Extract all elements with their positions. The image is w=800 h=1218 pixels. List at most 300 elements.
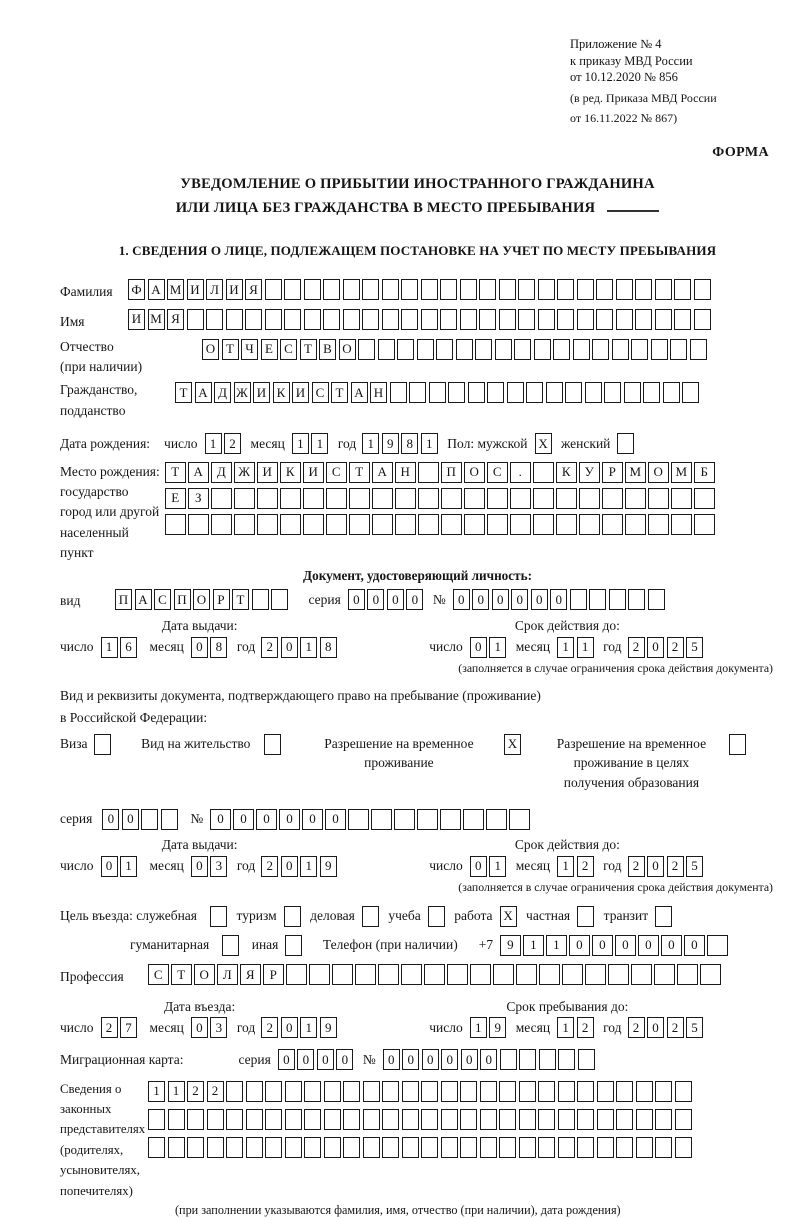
birth-place-char-cell[interactable] [579,514,600,535]
char-cell[interactable]: 2 [667,856,684,877]
doc-series-cell[interactable]: 0 [387,589,404,610]
birth-month-cell[interactable]: 1 [311,433,328,454]
patronymic-char-cell[interactable]: Ч [241,339,258,360]
birth-place-char-cell[interactable] [188,514,209,535]
representative-char-cell[interactable] [499,1137,516,1158]
representative-char-cell[interactable] [519,1137,536,1158]
representative-char-cell[interactable] [304,1081,321,1102]
migration-number-cell[interactable] [539,1049,556,1070]
name-char-cell[interactable]: М [148,309,165,330]
name-char-cell[interactable] [460,309,477,330]
name-char-cell[interactable] [226,309,243,330]
doc-kind-char-cell[interactable] [252,589,269,610]
representative-char-cell[interactable] [363,1081,380,1102]
surname-char-cell[interactable] [655,279,672,300]
birth-month-cell[interactable]: 1 [292,433,309,454]
surname-char-cell[interactable] [421,279,438,300]
profession-char-cell[interactable]: Т [171,964,192,985]
char-cell[interactable]: 1 [577,637,594,658]
surname-char-cell[interactable] [577,279,594,300]
char-cell[interactable]: 9 [320,1017,337,1038]
migration-number-cell[interactable] [500,1049,517,1070]
birth-place-char-cell[interactable] [487,514,508,535]
citizenship-char-cell[interactable] [507,382,524,403]
representative-char-cell[interactable] [402,1137,419,1158]
representative-char-cell[interactable] [460,1109,477,1130]
phone-digit-cell[interactable]: 1 [523,935,544,956]
birth-place-char-cell[interactable] [211,488,232,509]
patronymic-char-cell[interactable] [358,339,375,360]
birth-place-char-cell[interactable]: У [579,462,600,483]
phone-digit-cell[interactable]: 1 [546,935,567,956]
birth-place-char-cell[interactable] [418,514,439,535]
birth-place-char-cell[interactable] [395,488,416,509]
profession-char-cell[interactable]: Р [263,964,284,985]
char-cell[interactable]: 0 [101,856,118,877]
name-char-cell[interactable] [401,309,418,330]
profession-char-cell[interactable] [700,964,721,985]
name-char-cell[interactable] [362,309,379,330]
residence-permit-checkbox-cell[interactable] [264,734,281,755]
representative-char-cell[interactable] [499,1081,516,1102]
citizenship-char-cell[interactable]: Ж [234,382,251,403]
char-cell[interactable]: 1 [101,637,118,658]
profession-char-cell[interactable] [654,964,675,985]
char-cell[interactable]: 2 [101,1017,118,1038]
birth-place-char-cell[interactable] [418,488,439,509]
doc-number-cell[interactable]: 0 [453,589,470,610]
doc-series-cell[interactable]: 0 [367,589,384,610]
birth-place-char-cell[interactable] [280,488,301,509]
char-cell[interactable]: 9 [489,1017,506,1038]
representative-char-cell[interactable] [265,1081,282,1102]
surname-char-cell[interactable] [674,279,691,300]
char-cell[interactable]: 1 [470,1017,487,1038]
name-char-cell[interactable] [382,309,399,330]
representative-char-cell[interactable] [343,1109,360,1130]
representative-char-cell[interactable] [441,1109,458,1130]
birth-place-char-cell[interactable] [556,488,577,509]
male-checkbox-cell[interactable]: X [535,433,552,454]
surname-char-cell[interactable] [382,279,399,300]
birth-place-char-cell[interactable] [533,488,554,509]
name-char-cell[interactable] [265,309,282,330]
representative-char-cell[interactable] [363,1109,380,1130]
migration-series-cell[interactable]: 0 [336,1049,353,1070]
birth-place-char-cell[interactable]: А [188,462,209,483]
birth-place-char-cell[interactable]: Б [694,462,715,483]
birth-place-char-cell[interactable] [602,514,623,535]
profession-char-cell[interactable] [378,964,399,985]
name-char-cell[interactable]: Я [167,309,184,330]
citizenship-char-cell[interactable]: К [273,382,290,403]
phone-digit-cell[interactable]: 0 [638,935,659,956]
representative-char-cell[interactable] [558,1137,575,1158]
name-char-cell[interactable] [284,309,301,330]
birth-place-char-cell[interactable]: Н [395,462,416,483]
birth-place-char-cell[interactable]: П [441,462,462,483]
patronymic-char-cell[interactable]: С [280,339,297,360]
char-cell[interactable]: 3 [210,856,227,877]
migration-number-cell[interactable] [519,1049,536,1070]
name-char-cell[interactable] [557,309,574,330]
surname-char-cell[interactable] [265,279,282,300]
representative-char-cell[interactable] [460,1081,477,1102]
birth-day-cell[interactable]: 2 [224,433,241,454]
birth-place-char-cell[interactable] [326,514,347,535]
phone-digit-cell[interactable]: 0 [684,935,705,956]
representative-char-cell[interactable] [148,1109,165,1130]
representative-char-cell[interactable] [187,1109,204,1130]
representative-char-cell[interactable] [538,1137,555,1158]
surname-char-cell[interactable]: И [226,279,243,300]
birth-place-char-cell[interactable]: М [671,462,692,483]
profession-char-cell[interactable] [332,964,353,985]
representative-char-cell[interactable] [441,1081,458,1102]
birth-place-char-cell[interactable]: И [257,462,278,483]
representative-char-cell[interactable] [148,1137,165,1158]
surname-char-cell[interactable] [284,279,301,300]
migration-number-cell[interactable]: 0 [383,1049,400,1070]
char-cell[interactable]: 0 [647,637,664,658]
char-cell[interactable]: 6 [120,637,137,658]
birth-place-char-cell[interactable]: С [487,462,508,483]
char-cell[interactable]: 2 [667,1017,684,1038]
purpose-transit-checkbox-cell[interactable] [655,906,672,927]
citizenship-char-cell[interactable]: И [292,382,309,403]
birth-place-char-cell[interactable] [648,488,669,509]
representative-char-cell[interactable] [655,1081,672,1102]
profession-char-cell[interactable] [470,964,491,985]
migration-number-cell[interactable]: 0 [422,1049,439,1070]
purpose-tourism-checkbox-cell[interactable] [284,906,301,927]
char-cell[interactable]: 9 [320,856,337,877]
migration-number-cell[interactable]: 0 [441,1049,458,1070]
patronymic-char-cell[interactable] [378,339,395,360]
phone-digit-cell[interactable] [707,935,728,956]
representative-char-cell[interactable] [402,1109,419,1130]
char-cell[interactable]: 2 [261,637,278,658]
birth-place-char-cell[interactable]: Р [602,462,623,483]
citizenship-char-cell[interactable] [526,382,543,403]
char-cell[interactable]: 0 [281,856,298,877]
char-cell[interactable]: 8 [320,637,337,658]
birth-place-char-cell[interactable]: Е [165,488,186,509]
patronymic-char-cell[interactable] [573,339,590,360]
surname-char-cell[interactable] [343,279,360,300]
profession-char-cell[interactable] [447,964,468,985]
birth-place-char-cell[interactable]: . [510,462,531,483]
doc-number-cell[interactable]: 0 [472,589,489,610]
surname-char-cell[interactable] [460,279,477,300]
migration-number-cell[interactable]: 0 [461,1049,478,1070]
residence-number-cell[interactable] [486,809,507,830]
char-cell[interactable]: 1 [300,1017,317,1038]
char-cell[interactable]: 8 [210,637,227,658]
migration-series-cell[interactable]: 0 [317,1049,334,1070]
patronymic-char-cell[interactable]: О [202,339,219,360]
patronymic-char-cell[interactable] [436,339,453,360]
representative-char-cell[interactable] [675,1137,692,1158]
profession-char-cell[interactable]: Я [240,964,261,985]
surname-char-cell[interactable] [596,279,613,300]
name-char-cell[interactable] [323,309,340,330]
representative-char-cell[interactable] [480,1137,497,1158]
representative-char-cell[interactable] [324,1081,341,1102]
patronymic-char-cell[interactable]: Е [261,339,278,360]
profession-char-cell[interactable] [516,964,537,985]
representative-char-cell[interactable] [421,1137,438,1158]
doc-series-cell[interactable]: 0 [406,589,423,610]
phone-digit-cell[interactable]: 0 [592,935,613,956]
doc-kind-char-cell[interactable]: Р [213,589,230,610]
surname-char-cell[interactable]: А [148,279,165,300]
birth-place-char-cell[interactable]: А [372,462,393,483]
representative-char-cell[interactable] [597,1137,614,1158]
profession-char-cell[interactable]: О [194,964,215,985]
representative-char-cell[interactable] [675,1109,692,1130]
residence-number-cell[interactable] [463,809,484,830]
phone-digit-cell[interactable]: 9 [500,935,521,956]
surname-char-cell[interactable] [616,279,633,300]
female-checkbox-cell[interactable] [617,433,634,454]
profession-char-cell[interactable] [309,964,330,985]
birth-place-char-cell[interactable] [372,488,393,509]
representative-char-cell[interactable]: 2 [207,1081,224,1102]
doc-number-cell[interactable] [648,589,665,610]
representative-char-cell[interactable] [441,1137,458,1158]
birth-place-char-cell[interactable]: З [188,488,209,509]
birth-place-char-cell[interactable] [579,488,600,509]
birth-place-char-cell[interactable] [326,488,347,509]
patronymic-char-cell[interactable] [534,339,551,360]
residence-number-cell[interactable] [440,809,461,830]
representative-char-cell[interactable] [168,1109,185,1130]
representative-char-cell[interactable] [226,1137,243,1158]
residence-number-cell[interactable]: 0 [302,809,323,830]
citizenship-char-cell[interactable] [604,382,621,403]
name-char-cell[interactable]: И [128,309,145,330]
birth-place-char-cell[interactable]: К [556,462,577,483]
representative-char-cell[interactable] [480,1109,497,1130]
representative-char-cell[interactable] [577,1081,594,1102]
representative-char-cell[interactable] [597,1109,614,1130]
profession-char-cell[interactable] [401,964,422,985]
char-cell[interactable]: 3 [210,1017,227,1038]
doc-number-cell[interactable]: 0 [511,589,528,610]
char-cell[interactable]: 2 [628,856,645,877]
representative-char-cell[interactable] [226,1081,243,1102]
profession-char-cell[interactable] [631,964,652,985]
birth-place-char-cell[interactable] [441,514,462,535]
name-char-cell[interactable] [499,309,516,330]
birth-place-char-cell[interactable] [234,514,255,535]
representative-char-cell[interactable] [382,1109,399,1130]
surname-char-cell[interactable] [479,279,496,300]
patronymic-char-cell[interactable] [670,339,687,360]
citizenship-char-cell[interactable] [682,382,699,403]
citizenship-char-cell[interactable] [390,382,407,403]
migration-number-cell[interactable] [578,1049,595,1070]
citizenship-char-cell[interactable]: Н [370,382,387,403]
char-cell[interactable]: 1 [557,637,574,658]
citizenship-char-cell[interactable]: Д [214,382,231,403]
char-cell[interactable]: 0 [191,1017,208,1038]
doc-kind-char-cell[interactable]: А [135,589,152,610]
representative-char-cell[interactable] [519,1109,536,1130]
char-cell[interactable]: 1 [489,637,506,658]
citizenship-char-cell[interactable]: А [195,382,212,403]
profession-char-cell[interactable] [677,964,698,985]
birth-place-char-cell[interactable]: М [625,462,646,483]
patronymic-char-cell[interactable] [631,339,648,360]
phone-digit-cell[interactable]: 0 [569,935,590,956]
doc-number-cell[interactable] [628,589,645,610]
birth-place-char-cell[interactable] [510,514,531,535]
patronymic-char-cell[interactable] [495,339,512,360]
name-char-cell[interactable] [655,309,672,330]
name-char-cell[interactable] [440,309,457,330]
representative-char-cell[interactable] [636,1109,653,1130]
birth-year-cell[interactable]: 1 [362,433,379,454]
profession-char-cell[interactable] [424,964,445,985]
representative-char-cell[interactable] [421,1081,438,1102]
birth-place-char-cell[interactable] [533,462,554,483]
representative-char-cell[interactable] [246,1081,263,1102]
surname-char-cell[interactable]: Ф [128,279,145,300]
doc-number-cell[interactable] [570,589,587,610]
birth-place-char-cell[interactable] [349,488,370,509]
migration-number-cell[interactable]: 0 [480,1049,497,1070]
residence-number-cell[interactable]: 0 [279,809,300,830]
char-cell[interactable]: 0 [281,1017,298,1038]
surname-char-cell[interactable] [401,279,418,300]
representative-char-cell[interactable]: 1 [168,1081,185,1102]
birth-place-char-cell[interactable] [165,514,186,535]
profession-char-cell[interactable]: С [148,964,169,985]
representative-char-cell[interactable] [655,1137,672,1158]
surname-char-cell[interactable] [499,279,516,300]
doc-kind-char-cell[interactable] [271,589,288,610]
surname-char-cell[interactable]: Я [245,279,262,300]
surname-char-cell[interactable] [635,279,652,300]
birth-place-char-cell[interactable] [694,488,715,509]
representative-char-cell[interactable] [207,1137,224,1158]
surname-char-cell[interactable]: И [187,279,204,300]
birth-place-char-cell[interactable]: Д [211,462,232,483]
char-cell[interactable]: 0 [191,637,208,658]
char-cell[interactable]: 2 [628,1017,645,1038]
name-char-cell[interactable] [304,309,321,330]
profession-char-cell[interactable] [562,964,583,985]
birth-place-char-cell[interactable]: И [303,462,324,483]
representative-char-cell[interactable] [285,1109,302,1130]
citizenship-char-cell[interactable]: Т [175,382,192,403]
birth-place-char-cell[interactable]: Ж [234,462,255,483]
char-cell[interactable]: 5 [686,856,703,877]
purpose-private-checkbox-cell[interactable] [577,906,594,927]
residence-series-cell[interactable] [141,809,158,830]
citizenship-char-cell[interactable] [487,382,504,403]
residence-series-cell[interactable]: 0 [102,809,119,830]
patronymic-char-cell[interactable] [456,339,473,360]
profession-char-cell[interactable] [286,964,307,985]
representative-char-cell[interactable] [538,1109,555,1130]
patronymic-char-cell[interactable] [592,339,609,360]
representative-char-cell[interactable] [675,1081,692,1102]
representative-char-cell[interactable] [460,1137,477,1158]
char-cell[interactable]: 5 [686,637,703,658]
name-char-cell[interactable] [245,309,262,330]
doc-number-cell[interactable]: 0 [550,589,567,610]
representative-char-cell[interactable] [402,1081,419,1102]
name-char-cell[interactable] [596,309,613,330]
surname-char-cell[interactable]: М [167,279,184,300]
residence-number-cell[interactable]: 0 [256,809,277,830]
birth-place-char-cell[interactable] [556,514,577,535]
doc-kind-char-cell[interactable]: С [154,589,171,610]
temp-residence-checkbox-cell[interactable]: X [504,734,521,755]
residence-number-cell[interactable]: 0 [325,809,346,830]
citizenship-char-cell[interactable] [546,382,563,403]
birth-place-char-cell[interactable] [510,488,531,509]
birth-place-char-cell[interactable] [280,514,301,535]
name-char-cell[interactable] [343,309,360,330]
representative-char-cell[interactable] [343,1081,360,1102]
char-cell[interactable]: 2 [628,637,645,658]
citizenship-char-cell[interactable]: С [312,382,329,403]
representative-char-cell[interactable] [285,1137,302,1158]
profession-char-cell[interactable] [539,964,560,985]
form-number-blank[interactable] [607,196,659,212]
birth-place-char-cell[interactable] [533,514,554,535]
representative-char-cell[interactable] [577,1137,594,1158]
profession-char-cell[interactable]: Л [217,964,238,985]
residence-series-cell[interactable] [161,809,178,830]
patronymic-char-cell[interactable] [417,339,434,360]
citizenship-char-cell[interactable] [624,382,641,403]
surname-char-cell[interactable] [557,279,574,300]
birth-year-cell[interactable]: 9 [382,433,399,454]
purpose-commercial-checkbox-cell[interactable] [362,906,379,927]
birth-place-char-cell[interactable] [441,488,462,509]
patronymic-char-cell[interactable]: Т [222,339,239,360]
birth-place-char-cell[interactable] [211,514,232,535]
purpose-humanitarian-checkbox-cell[interactable] [222,935,239,956]
birth-place-char-cell[interactable] [648,514,669,535]
birth-place-char-cell[interactable]: Т [349,462,370,483]
purpose-work-checkbox-cell[interactable]: X [500,906,517,927]
representative-char-cell[interactable]: 2 [187,1081,204,1102]
birth-place-char-cell[interactable] [234,488,255,509]
residence-number-cell[interactable] [371,809,392,830]
patronymic-char-cell[interactable]: Т [300,339,317,360]
birth-place-char-cell[interactable] [418,462,439,483]
char-cell[interactable]: 0 [647,1017,664,1038]
patronymic-char-cell[interactable] [475,339,492,360]
surname-char-cell[interactable]: Л [206,279,223,300]
birth-place-char-cell[interactable]: О [648,462,669,483]
birth-place-char-cell[interactable] [625,514,646,535]
citizenship-char-cell[interactable] [585,382,602,403]
doc-number-cell[interactable] [589,589,606,610]
purpose-other-checkbox-cell[interactable] [285,935,302,956]
representative-char-cell[interactable] [246,1109,263,1130]
name-char-cell[interactable] [635,309,652,330]
char-cell[interactable]: 0 [281,637,298,658]
patronymic-char-cell[interactable] [514,339,531,360]
birth-year-cell[interactable]: 1 [421,433,438,454]
